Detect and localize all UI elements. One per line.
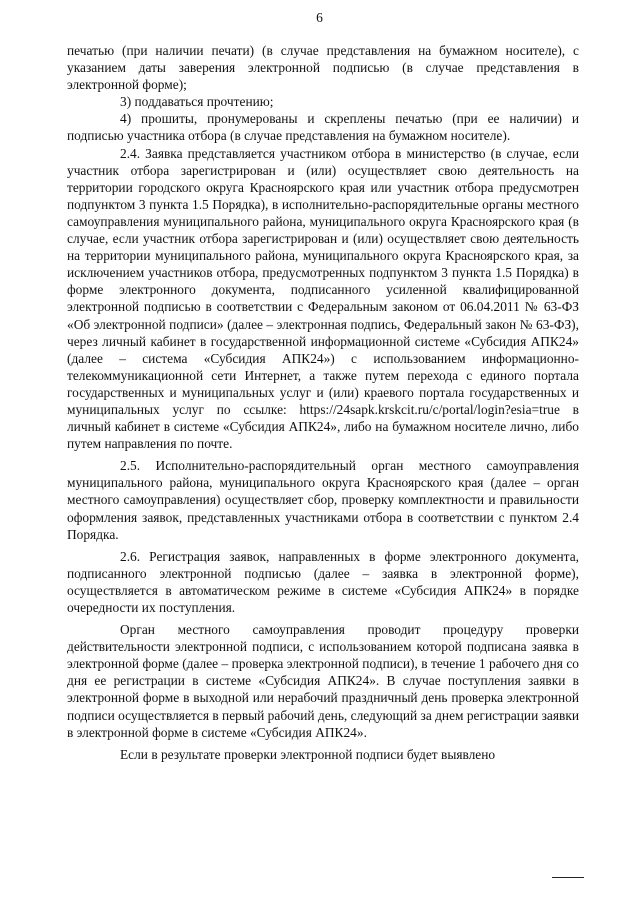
paragraph-continuation: печатью (при наличии печати) (в случае представления на бумажном носителе), с указанием даты заверения электронной подписью (в случае представления в электронной форме); <box>67 43 579 93</box>
paragraph-2-4: 2.4. Заявка представляется участником отбора в министерство (в случае, если участник отбора зарегистрирован и (или) осуществляет свою деятельность на территории городского округа Красноярского края или участник отбора предусмотрен подпунктом 3 пункта 1.5 Порядка), в исполнительно-распорядительные органы местного самоуправления муниципального района, муниципального округа Красноярского края (в случае, если участник отбора зарегистрирован и (или) осуществляет свою деятельность на территории муниципального района, муниципального округа Красноярского края, за исключением участников отбора, предусмотренных подпунктом 3 пункта 1.5 Порядка) в форме электронного документа, подписанного усиленной квалифицированной электронной подписью в соответствии с Федеральным законом от 06.04.2011 № 63-ФЗ «Об электронной подписи» (далее – электронная подпись, Федеральный закон № 63-ФЗ), через личный кабинет в государственной информационной системе «Субсидия АПК24» (далее – система «Субсидия АПК24») с использованием информационно-телекоммуникационной сети Интернет, а также путем перехода с единого портала государственных и муниципальных услуг и (или) краевого портала государственных и муниципальных услуг по ссылке: https://24sapk.krskcit.ru/c/portal/login?esia=true в личный кабинет в системе «Субсидия АПК24», либо на бумажном носителе лично, либо путем направления по почте. <box>67 145 579 452</box>
paragraph-2-5: 2.5. Исполнительно-распорядительный орган местного самоуправления муниципального района, муниципального округа Красноярского края (далее – орган местного самоуправления) осуществляет сбор, проверку комплектности и правильности оформления заявок, представленных участниками отбора в соответствии с пунктом 2.4 Порядка. <box>67 458 579 542</box>
list-item-3: 3) поддаваться прочтению; <box>120 94 274 110</box>
page-number: 6 <box>316 10 323 25</box>
paragraph-2-6: 2.6. Регистрация заявок, направленных в форме электронного документа, подписанного электронной подписью (далее – заявка в электронной форме), осуществляется в автоматическом режиме в системе «Субсидия АПК24» в порядке очередности их поступления. <box>67 548 579 615</box>
paragraph-trailing: Если в результате проверки электронной подписи будет выявлено <box>120 746 496 762</box>
document-body <box>67 42 579 763</box>
paragraph-signature-check: Орган местного самоуправления проводит процедуру проверки действительности электронной подписи, с использованием которой подписана заявка в электронной форме (далее – проверка электронной подписи), в течение 1 рабочего дня со дня ее регистрации в системе «Субсидия АПК24». В случае поступления заявки в электронной форме в выходной или нерабочий праздничный день проверка электронной подписи осуществляется в первый рабочий день, следующий за днем регистрации заявки в электронной форме в системе «Субсидия АПК24». <box>67 622 579 740</box>
footer-line <box>552 877 584 878</box>
list-item-4: 4) прошиты, пронумерованы и скреплены печатью (при ее наличии) и подписью участника отбора (в случае представления на бумажном носителе). <box>67 111 579 144</box>
